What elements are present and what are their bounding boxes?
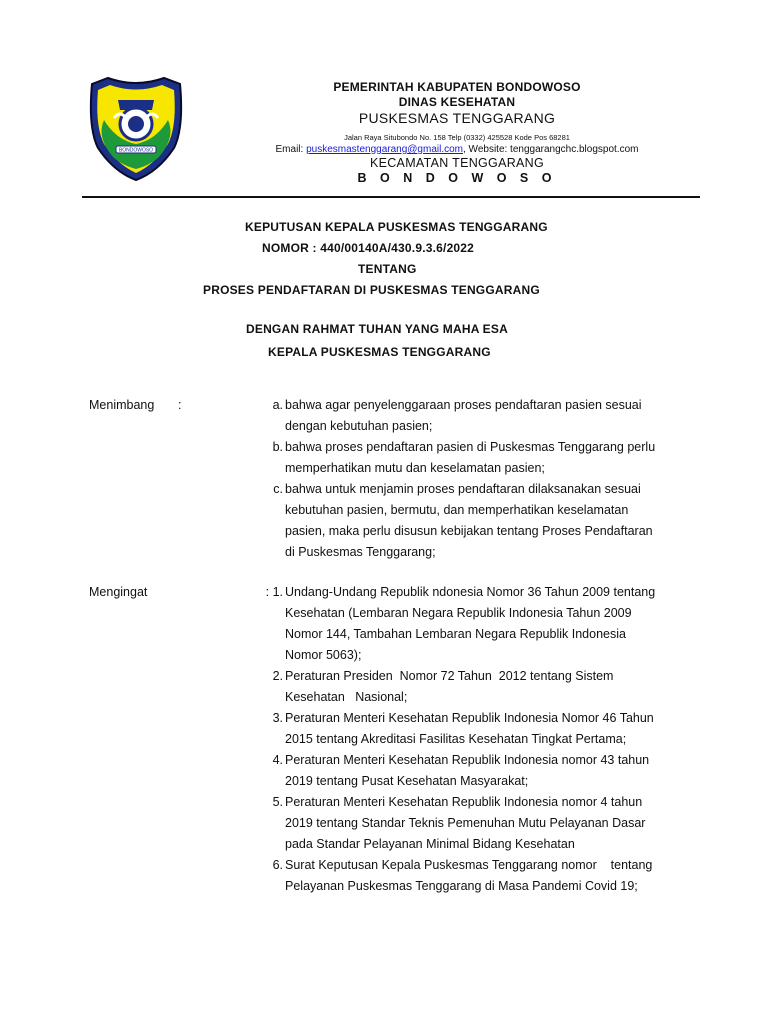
- item-text-line: Peraturan Menteri Kesehatan Republik Indonesia nomor 43 tahun: [285, 753, 650, 767]
- list-item: [260, 666, 710, 708]
- item-text-line: memperhatikan mutu dan keselamatan pasien;: [285, 461, 545, 475]
- item-marker: b.: [272, 440, 283, 454]
- item-text-line: Kesehatan Nasional;: [285, 690, 408, 704]
- letterhead: [200, 80, 714, 186]
- mengingat-label: Mengingat: [89, 585, 148, 599]
- item-text-line: 2015 tentang Akreditasi Fasilitas Kesehatan Tingkat Pertama;: [285, 732, 627, 746]
- department-name: DINAS KESEHATAN: [398, 95, 516, 109]
- menimbang-colon: :: [178, 398, 182, 412]
- item-text-line: 2019 tentang Pusat Kesehatan Masyarakat;: [285, 774, 529, 788]
- bondowoso-emblem-logo: [86, 74, 186, 182]
- item-marker: a.: [272, 398, 283, 412]
- list-item: [260, 708, 710, 750]
- list-item: [260, 855, 710, 897]
- item-text-line: Undang-Undang Republik ndonesia Nomor 36 Tahun 2009 tentang: [285, 585, 656, 599]
- item-marker: c.: [273, 482, 283, 496]
- list-item: [260, 479, 710, 563]
- list-item: [260, 750, 710, 792]
- list-item: [260, 437, 710, 479]
- menimbang-list: [260, 395, 710, 563]
- item-text-line: pada Standar Pelayanan Minimal Bidang Kesehatan: [285, 837, 575, 851]
- mengingat-list: [260, 582, 710, 897]
- decree-subject: PROSES PENDAFTARAN DI PUSKESMAS TENGGARANG: [203, 283, 540, 297]
- government-name: PEMERINTAH KABUPATEN BONDOWOSO: [333, 80, 581, 94]
- item-text-line: kebutuhan pasien, bermutu, dan memperhatikan keselamatan: [285, 503, 629, 517]
- item-marker: 2.: [272, 669, 283, 683]
- logo-caption: BONDOWOSO: [118, 147, 154, 154]
- email-label: Email:: [275, 144, 304, 155]
- website-text: , Website: tenggarangchc.blogspot.com: [463, 144, 639, 155]
- item-text-line: Surat Keputusan Kepala Puskesmas Tenggarang nomor tentang: [285, 858, 653, 872]
- address-line: Jalan Raya Situbondo No. 158 Telp (0332) 425528 Kode Pos 68281: [344, 133, 570, 142]
- menimbang-label: Menimbang: [89, 398, 155, 412]
- item-text-line: Peraturan Menteri Kesehatan Republik Indonesia nomor 4 tahun: [285, 795, 643, 809]
- item-text-line: Nomor 144, Tambahan Lembaran Negara Republik Indonesia: [285, 627, 626, 641]
- item-marker: 6.: [272, 858, 283, 872]
- decree-tentang: TENTANG: [358, 262, 417, 276]
- contact-line: [200, 143, 714, 156]
- item-marker: 3.: [272, 711, 283, 725]
- item-text-line: Nomor 5063);: [285, 648, 362, 662]
- item-marker: 4.: [272, 753, 283, 767]
- list-item: [260, 582, 710, 666]
- item-text-line: bahwa untuk menjamin proses pendaftaran dilaksanakan sesuai: [285, 482, 641, 496]
- item-text-line: pasien, maka perlu disusun kebijakan tentang Proses Pendaftaran: [285, 524, 653, 538]
- decree-number: NOMOR : 440/00140A/430.9.3.6/2022: [262, 241, 475, 255]
- decree-title: KEPUTUSAN KEPALA PUSKESMAS TENGGARANG: [245, 220, 548, 234]
- item-text-line: dengan kebutuhan pasien;: [285, 419, 433, 433]
- institution-name: PUSKESMAS TENGGARANG: [358, 110, 556, 126]
- item-marker: 5.: [272, 795, 283, 809]
- city-name: B O N D O W O S O: [357, 171, 557, 185]
- item-text-line: Peraturan Menteri Kesehatan Republik Indonesia Nomor 46 Tahun: [285, 711, 654, 725]
- district-name: KECAMATAN TENGGARANG: [369, 156, 545, 170]
- list-item: [260, 395, 710, 437]
- item-marker: : 1.: [265, 585, 283, 599]
- item-text-line: bahwa agar penyelenggaraan proses pendaftaran pasien sesuai: [285, 398, 642, 412]
- item-text-line: Kesehatan (Lembaran Negara Republik Indonesia Tahun 2009: [285, 606, 632, 620]
- item-text-line: 2019 tentang Standar Teknis Pemenuhan Mutu Pelayanan Dasar: [285, 816, 646, 830]
- item-text-line: Peraturan Presiden Nomor 72 Tahun 2012 tentang Sistem: [285, 669, 614, 683]
- invocation-line: DENGAN RAHMAT TUHAN YANG MAHA ESA: [246, 322, 508, 336]
- item-text-line: Pelayanan Puskesmas Tenggarang di Masa Pandemi Covid 19;: [285, 879, 638, 893]
- header-divider: [82, 196, 700, 198]
- issuer-line: KEPALA PUSKESMAS TENGGARANG: [268, 345, 491, 359]
- email-link[interactable]: puskesmastenggarang@gmail.com: [306, 144, 463, 155]
- item-text-line: di Puskesmas Tenggarang;: [285, 545, 436, 559]
- item-text-line: bahwa proses pendaftaran pasien di Puskesmas Tenggarang perlu: [285, 440, 656, 454]
- list-item: [260, 792, 710, 855]
